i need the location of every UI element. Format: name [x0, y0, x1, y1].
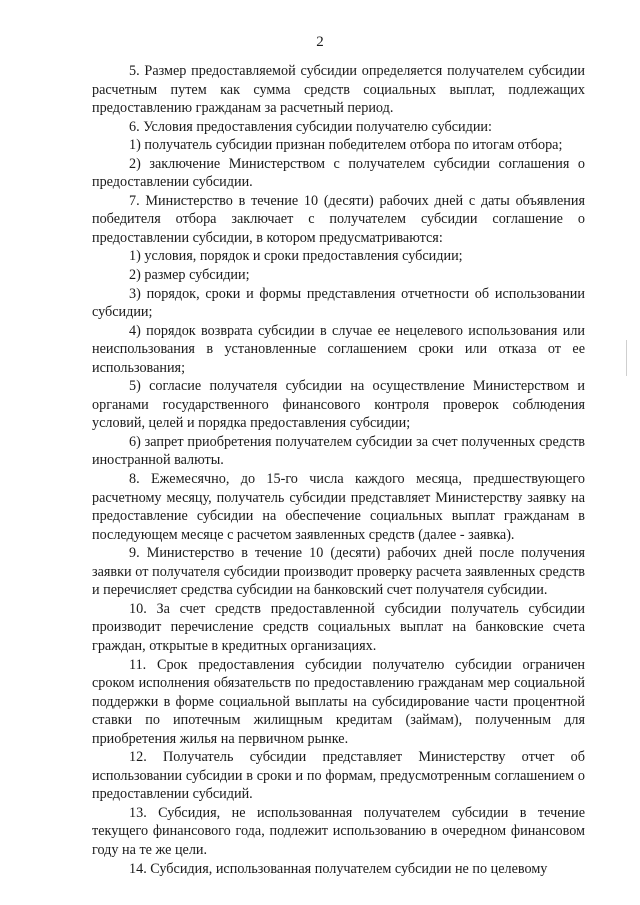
paragraph-8: 8. Ежемесячно, до 15-го числа каждого месяца, предшествующего расчетному месяцу, получатель субсидии представляет Министерству заявку на предоставление субсидии на обеспечение социальных выплат гражданам в последующем месяце с расчетом заявленных средств (далее - заявка).: [92, 471, 585, 543]
page-number: 2: [316, 34, 324, 50]
paragraph-6-item-1: 1) получатель субсидии признан победителем отбора по итогам отбора;: [129, 137, 563, 154]
paragraph-7-item-4: 4) порядок возврата субсидии в случае ее нецелевого использования или неиспользования в установленные соглашением сроки или отказа от ее использования;: [92, 322, 585, 376]
paragraph-11: 11. Срок предоставления субсидии получателю субсидии ограничен сроком исполнения обязательств по предоставлению гражданам мер социальной поддержки в форме социальной выплаты на субсидирование части процентной ставки по ипотечным жилищным кредитам (займам), полученным для приобретения жилья на первичном рынке.: [92, 656, 585, 747]
paragraph-12: 12. Получатель субсидии представляет Министерству отчет об использовании субсидии в сроки и по формам, предусмотренным соглашением о предоставлении субсидий.: [92, 749, 585, 803]
paragraph-7-item-6: 6) запрет приобретения получателем субсидии за счет полученных средств иностранной валюты.: [92, 433, 585, 469]
paragraph-10: 10. За счет средств предоставленной субсидии получатель субсидии производит перечисление средств социальных выплат на банковские счета граждан, открытые в кредитных организациях.: [92, 600, 585, 654]
paragraph-9: 9. Министерство в течение 10 (десяти) рабочих дней после получения заявки от получателя субсидии производит проверку расчета заявленных средств и перечисляет средства субсидии на банковский счет получателя субсидии.: [92, 545, 585, 599]
paragraph-5: 5. Размер предоставляемой субсидии определяется получателем субсидии расчетным путем как сумма средств социальных выплат, подлежащих предоставлению гражданам за расчетный период.: [92, 63, 585, 117]
paragraph-7-item-1: 1) условия, порядок и сроки предоставления субсидии;: [129, 248, 463, 265]
paragraph-14: 14. Субсидия, использованная получателем субсидии не по целевому: [129, 860, 548, 877]
paragraph-7: 7. Министерство в течение 10 (десяти) рабочих дней с даты объявления победителя отбора заключает с получателем субсидии соглашение о предоставлении субсидии, в котором предусматриваются:: [92, 192, 585, 246]
document-body: [92, 62, 585, 878]
paragraph-7-item-5: 5) согласие получателя субсидии на осуществление Министерством и органами государственного финансового контроля проверок соблюдения условий, целей и порядка предоставления субсидии;: [92, 378, 585, 432]
paragraph-13: 13. Субсидия, не использованная получателем субсидии в течение текущего финансового года, подлежит использованию в очередном финансовом году на те же цели.: [92, 804, 585, 858]
paragraph-7-item-2: 2) размер субсидии;: [129, 267, 250, 284]
paragraph-7-item-3: 3) порядок, сроки и формы представления отчетности об использовании субсидии;: [92, 285, 585, 321]
paragraph-6: 6. Условия предоставления субсидии получателю субсидии:: [129, 118, 492, 135]
scan-artifact: [626, 340, 627, 376]
paragraph-6-item-2: 2) заключение Министерством с получателем субсидии соглашения о предоставлении субсидии.: [92, 155, 585, 191]
